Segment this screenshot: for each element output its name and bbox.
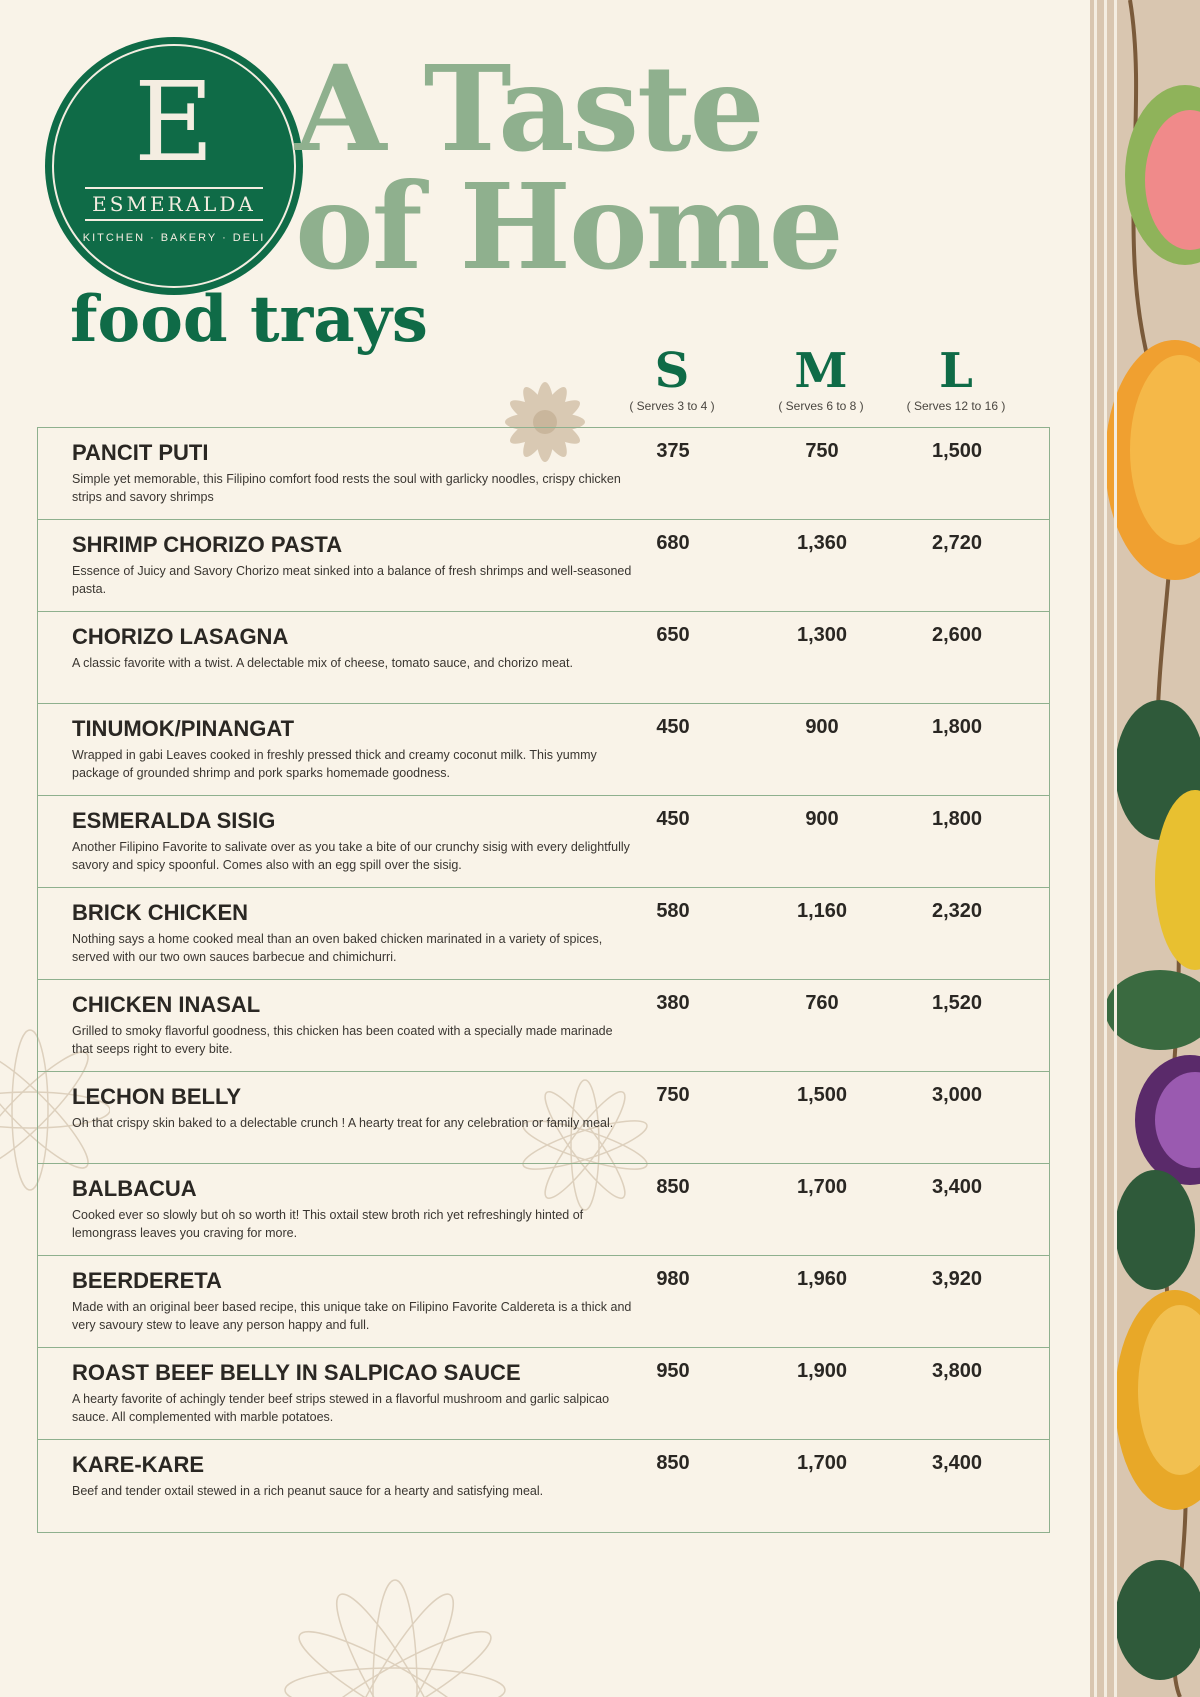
price-medium: 900 — [805, 716, 839, 738]
headline-line-2: of Home — [295, 157, 842, 296]
price-small: 375 — [656, 440, 690, 462]
size-letter: S — [654, 343, 690, 399]
size-header-l — [881, 345, 1031, 413]
price-large: 3,800 — [931, 1360, 983, 1382]
menu-row — [38, 612, 1049, 704]
dish-name: LECHON BELLY — [72, 1084, 242, 1109]
dish-name: BRICK CHICKEN — [72, 900, 248, 925]
price-medium: 1,700 — [796, 1176, 848, 1198]
side-divider-lines — [1090, 0, 1120, 1697]
size-letter: M — [794, 343, 848, 399]
price-medium: 1,960 — [796, 1268, 848, 1290]
price-large: 3,400 — [931, 1176, 983, 1198]
dish-description: Essence of Juicy and Savory Chorizo meat sinked into a balance of fresh shrimps and well-seasoned pasta. — [72, 564, 632, 596]
menu-row — [38, 1348, 1049, 1440]
price-small: 680 — [656, 532, 690, 554]
price-large: 3,920 — [931, 1268, 983, 1290]
menu-row — [38, 704, 1049, 796]
price-medium: 1,700 — [796, 1452, 848, 1474]
dish-description: Simple yet memorable, this Filipino comfort food rests the soul with garlicky noodles, crispy chicken strips and savory shrimps — [72, 472, 621, 504]
size-serves: ( Serves 12 to 16 ) — [906, 399, 1006, 413]
price-large: 1,800 — [931, 716, 983, 738]
menu-row — [38, 888, 1049, 980]
dish-name: CHORIZO LASAGNA — [72, 624, 289, 649]
menu-row — [38, 1256, 1049, 1348]
price-medium: 760 — [805, 992, 839, 1014]
dish-name: TINUMOK/PINANGAT — [72, 716, 295, 741]
size-header-m — [746, 345, 896, 413]
dish-name: PANCIT PUTI — [72, 440, 209, 465]
flower-outline-decoration-icon — [265, 1540, 525, 1697]
price-small: 750 — [656, 1084, 690, 1106]
price-medium: 1,500 — [796, 1084, 848, 1106]
price-small: 650 — [656, 624, 690, 646]
price-large: 1,800 — [931, 808, 983, 830]
dish-description: Grilled to smoky flavorful goodness, this chicken has been coated with a specially made marinade that seeps right to every bite. — [72, 1024, 613, 1056]
price-small: 380 — [656, 992, 690, 1014]
menu-row — [38, 980, 1049, 1072]
size-serves: ( Serves 6 to 8 ) — [778, 399, 864, 413]
menu-row — [38, 428, 1049, 520]
logo-name: ESMERALDA — [85, 187, 263, 221]
dish-description: A classic favorite with a twist. A delectable mix of cheese, tomato sauce, and chorizo meat. — [72, 656, 573, 670]
price-large: 2,720 — [931, 532, 983, 554]
price-medium: 1,360 — [796, 532, 848, 554]
esmeralda-logo — [45, 37, 303, 295]
dish-description: Another Filipino Favorite to salivate over as you take a bite of our crunchy sisig with every delightfully savory and spicy spoonful. Comes also with an egg spill over the sisig. — [72, 840, 630, 872]
dish-name: BALBACUA — [72, 1176, 197, 1201]
dish-description: Wrapped in gabi Leaves cooked in freshly pressed thick and creamy coconut milk. This yummy package of grounded shrimp and pork sparks homemade goodness. — [72, 748, 597, 780]
dish-description: Beef and tender oxtail stewed in a rich peanut sauce for a hearty and satisfying meal. — [72, 1484, 544, 1498]
dish-name: SHRIMP CHORIZO PASTA — [72, 532, 343, 557]
size-header-s — [597, 345, 747, 413]
dish-name: KARE-KARE — [72, 1452, 204, 1477]
price-medium: 750 — [805, 440, 839, 462]
price-large: 2,600 — [931, 624, 983, 646]
price-large: 3,400 — [931, 1452, 983, 1474]
dish-name: ESMERALDA SISIG — [72, 808, 276, 833]
price-medium: 1,900 — [796, 1360, 848, 1382]
price-small: 850 — [656, 1452, 690, 1474]
price-small: 450 — [656, 716, 690, 738]
dish-description: Cooked ever so slowly but oh so worth it! This oxtail stew broth rich yet refreshingly hinted of lemongrass leaves you craving for more. — [72, 1208, 584, 1240]
dish-name: CHICKEN INASAL — [72, 992, 261, 1017]
price-small: 580 — [656, 900, 690, 922]
dish-description: A hearty favorite of achingly tender beef strips stewed in a flavorful mushroom and garlic salpicao sauce. All complemented with marble potatoes. — [72, 1392, 610, 1424]
price-small: 950 — [656, 1360, 690, 1382]
menu-table — [37, 427, 1050, 1533]
headline-line-1: A Taste — [295, 39, 763, 178]
price-small: 450 — [656, 808, 690, 830]
price-small: 850 — [656, 1176, 690, 1198]
price-large: 1,520 — [931, 992, 983, 1014]
headline — [295, 39, 842, 296]
dish-description: Nothing says a home cooked meal than an oven baked chicken marinated in a variety of spices, served with our two own sauces barbecue and chimichurri. — [72, 932, 603, 964]
price-small: 980 — [656, 1268, 690, 1290]
section-title: food trays — [70, 282, 428, 357]
menu-row — [38, 796, 1049, 888]
price-medium: 1,300 — [796, 624, 848, 646]
size-serves: ( Serves 3 to 4 ) — [629, 399, 715, 413]
price-medium: 900 — [805, 808, 839, 830]
menu-row — [38, 520, 1049, 612]
logo-tagline: KITCHEN · BAKERY · DELI — [82, 232, 266, 244]
dish-name: ROAST BEEF BELLY IN SALPICAO SAUCE — [72, 1360, 521, 1385]
menu-row — [38, 1072, 1049, 1164]
price-large: 1,500 — [931, 440, 983, 462]
logo-letter: E — [133, 58, 215, 186]
dish-description: Oh that crispy skin baked to a delectable crunch ! A hearty treat for any celebration or family meal. — [72, 1116, 614, 1130]
size-letter: L — [939, 343, 973, 399]
price-large: 3,000 — [931, 1084, 983, 1106]
menu-row — [38, 1164, 1049, 1256]
dish-name: BEERDERETA — [72, 1268, 222, 1293]
menu-row — [38, 1440, 1049, 1532]
price-medium: 1,160 — [796, 900, 848, 922]
dish-description: Made with an original beer based recipe, this unique take on Filipino Favorite Caldereta is a thick and very savoury stew to leave any person happy and full. — [72, 1300, 632, 1332]
price-large: 2,320 — [931, 900, 983, 922]
